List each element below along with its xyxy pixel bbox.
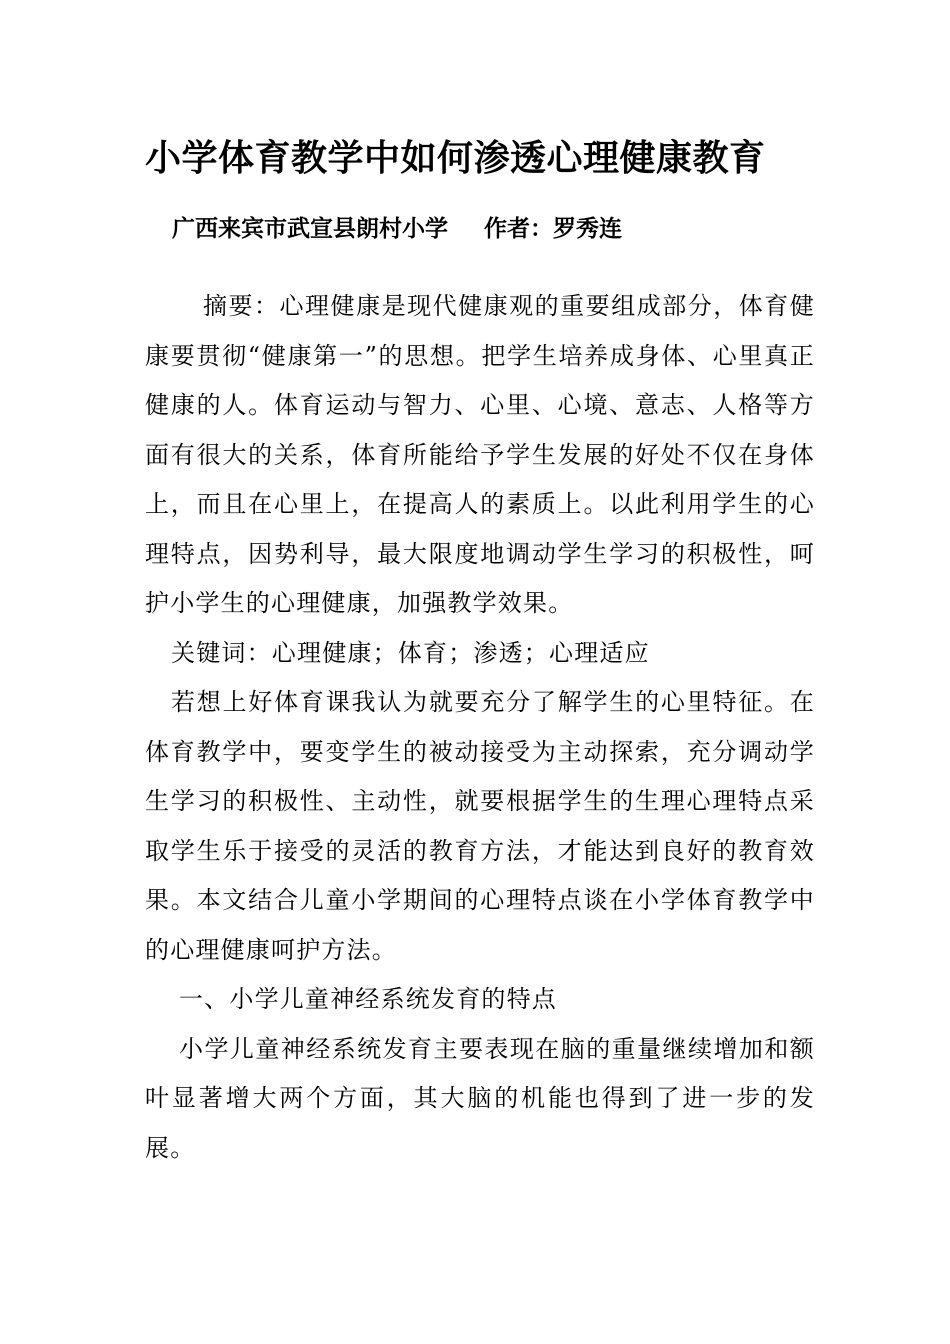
intro-paragraph: 若想上好体育课我认为就要充分了解学生的心里特征。在体育教学中，要变学生的被动接受为主动探索，充分调动学生学习的积极性、主动性，就要根据学生的生理心理特点采取学生乐于接受的灵活的教育方法，才能达到良好的教育效果。本文结合儿童小学期间的心理特点谈在小学体育教学中的心理健康呵护方法。 (145, 688, 815, 964)
section-paragraph: 小学儿童神经系统发育主要表现在脑的重量继续增加和额叶显著增大两个方面，其大脑的机能也得到了进一步的发展。 (145, 1034, 815, 1162)
byline (172, 212, 622, 246)
document-body (145, 282, 815, 1173)
abstract-paragraph: 摘要：心理健康是现代健康观的重要组成部分，体育健康要贯彻“健康第一”的思想。把学生培养成身体、心里真正健康的人。体育运动与智力、心里、心境、意志、人格等方面有很大的关系，体育所能给予学生发展的好处不仅在身体上，而且在心里上，在提高人的素质上。以此利用学生的心理特点，因势利导，最大限度地调动学生学习的积极性，呵护小学生的心理健康，加强教学效果。 (145, 292, 815, 617)
section-heading: 一、小学儿童神经系统发育的特点 (179, 985, 557, 1013)
keywords-line: 关键词：心理健康；体育；渗透；心理适应 (171, 638, 650, 667)
document-title: 小学体育教学中如何渗透心理健康教育 (145, 137, 766, 179)
author-affiliation: 广西来宾市武宣县朗村小学 (172, 215, 448, 242)
author-name: 作者：罗秀连 (484, 215, 622, 242)
